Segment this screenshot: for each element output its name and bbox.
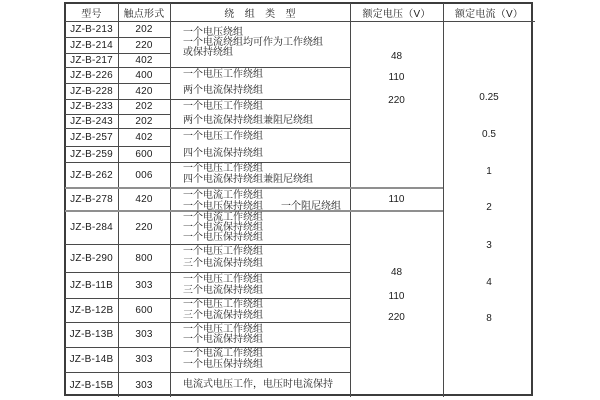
voltage-value: 220: [388, 312, 405, 323]
contact-cell: 303: [135, 354, 153, 365]
current-value: 8: [486, 313, 492, 324]
winding-line: 一个电压工作绕组: [183, 101, 263, 112]
contact-cell: 220: [135, 222, 153, 233]
winding-line: 一个电流保持绕组: [183, 334, 263, 345]
col-header-current: 额定电流（V）: [454, 8, 524, 20]
winding-line: 一个电压工作绕组: [183, 69, 263, 80]
winding-line: 一个电压保持绕组: [183, 201, 263, 212]
contact-cell: 420: [135, 194, 153, 205]
current-value: 1: [486, 166, 492, 177]
contact-cell: 006: [135, 169, 153, 181]
contact-cell: 600: [135, 148, 153, 160]
winding-line: 一个电压工作绕组: [183, 324, 263, 335]
model-cell: JZ-B-214: [70, 39, 113, 51]
model-cell: JZ-B-290: [70, 252, 113, 264]
winding-line: 一个电压绕组: [183, 27, 243, 38]
current-value: 0.5: [482, 129, 496, 140]
model-cell: JZ-B-13B: [69, 329, 114, 340]
model-cell: JZ-B-243: [70, 115, 113, 127]
winding-line: 电流式电压工作，电压时电流保持: [183, 379, 333, 390]
contact-cell: 402: [135, 54, 153, 66]
winding-line: 一个阻尼绕组: [281, 201, 341, 212]
voltage-value: 110: [388, 291, 405, 302]
model-cell: JZ-B-217: [70, 54, 113, 66]
winding-line: 一个电流工作绕组: [183, 190, 263, 201]
contact-cell: 303: [135, 329, 153, 340]
winding-line: 四个电流保持绕组: [183, 148, 263, 159]
current-value: 3: [486, 240, 492, 251]
winding-line: 一个电流工作绕组: [183, 212, 263, 223]
contact-cell: 800: [135, 252, 153, 264]
contact-cell: 303: [135, 379, 153, 391]
winding-line: 或保持绕组: [183, 47, 233, 58]
winding-line: 一个电流绕组均可作为工作绕组: [183, 37, 323, 48]
winding-line: 一个电压工作绕组: [183, 246, 263, 257]
col-header-contact: 触点形式: [123, 8, 165, 20]
voltage-value: 110: [388, 72, 405, 83]
contact-cell: 220: [135, 39, 153, 51]
model-cell: JZ-B-233: [70, 101, 113, 112]
contact-cell: 202: [135, 101, 153, 112]
winding-line: 一个电压工作绕组: [183, 163, 263, 174]
winding-line: 三个电流保持绕组: [183, 258, 263, 269]
model-cell: JZ-B-284: [70, 222, 113, 233]
contact-cell: 600: [135, 304, 153, 316]
winding-line: 一个电流工作绕组: [183, 348, 263, 359]
current-value: 4: [486, 277, 492, 288]
model-cell: JZ-B-213: [70, 23, 113, 35]
col-header-model: 型号: [81, 8, 102, 20]
contact-cell: 420: [135, 85, 153, 97]
contact-cell: 303: [135, 279, 153, 291]
voltage-value: 220: [388, 95, 405, 106]
current-value: 2: [486, 202, 492, 213]
winding-line: 两个电流保持绕组兼阻尼绕组: [183, 115, 313, 126]
model-cell: JZ-B-226: [70, 69, 113, 81]
model-cell: JZ-B-12B: [69, 304, 114, 316]
voltage-value: 110: [388, 194, 405, 205]
contact-cell: 402: [135, 131, 153, 143]
winding-line: 两个电流保持绕组: [183, 85, 263, 96]
winding-line: 三个电流保持绕组: [183, 285, 263, 296]
grid-vline: [443, 3, 444, 397]
contact-cell: 400: [135, 69, 153, 81]
winding-line: 一个电压工作绕组: [183, 274, 263, 285]
winding-line: 一个电压工作绕组: [183, 131, 263, 142]
contact-cell: 202: [135, 23, 153, 35]
winding-line: 一个电压保持绕组: [183, 232, 263, 243]
contact-cell: 202: [135, 115, 153, 127]
grid-vline: [170, 3, 171, 397]
col-header-voltage: 额定电压（V）: [362, 8, 431, 20]
current-value: 0.25: [479, 92, 499, 103]
model-cell: JZ-B-228: [70, 85, 113, 97]
model-cell: JZ-B-15B: [69, 379, 114, 391]
winding-line: 四个电流保持绕组兼阻尼绕组: [183, 174, 313, 185]
voltage-value: 48: [390, 267, 403, 278]
model-cell: JZ-B-259: [70, 148, 113, 160]
model-cell: JZ-B-11B: [69, 279, 114, 291]
model-cell: JZ-B-278: [70, 194, 113, 205]
winding-line: 三个电流保持绕组: [183, 310, 263, 321]
model-cell: JZ-B-257: [70, 131, 113, 143]
voltage-value: 48: [390, 51, 403, 62]
model-cell: JZ-B-262: [70, 169, 113, 181]
winding-line: 一个电流保持绕组: [183, 222, 263, 233]
col-header-winding: 绕 组 类 型: [224, 8, 296, 20]
winding-line: 一个电压保持绕组: [183, 359, 263, 370]
winding-line: 一个电压工作绕组: [183, 299, 263, 310]
model-cell: JZ-B-14B: [69, 354, 114, 365]
